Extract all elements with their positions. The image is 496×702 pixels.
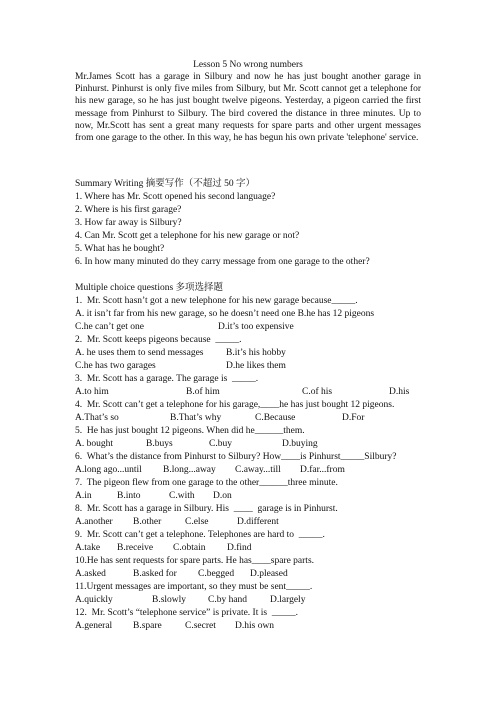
mc-option: C.of his xyxy=(302,387,333,397)
mc-option: D.pleased xyxy=(250,569,288,579)
mc-option: D.far...from xyxy=(300,465,345,475)
mc-option: D.largely xyxy=(270,595,306,605)
mc-option: A. he uses them to send messages xyxy=(75,348,204,358)
mc-option: D.buying xyxy=(282,439,318,449)
mc-option: B.receive xyxy=(117,543,154,553)
passage-text: Mr.James Scott has a garage in Silbury and now he has just bought another garage in Pinhurst. Pinhurst is only five miles from Silbury, but Mr. Scott cannot get a telephone for his new garage, so he has just bought twelve pigeons. Yesterday, a pigeon carried the first message from Pinhurst to Silbury. The bird covered the distance in three minutes. Up to now, Mr.Scott has sent a great many requests for spare parts and other urgent messages from one garage to the other. In this way, he has begun his own private 'telephone' service. xyxy=(75,72,421,144)
passage-paragraph xyxy=(75,71,421,144)
mc-option: B.slowly xyxy=(152,595,187,605)
mc-option: C.else xyxy=(185,517,209,527)
mc-heading: Multiple choice questions 多项选择题 xyxy=(75,283,224,293)
mc-option: A. it isn’t far from his new garage, so he doesn’t need one B.he has 12 pigeons xyxy=(75,309,375,319)
mc-option: B.of him xyxy=(186,387,220,397)
mc-option: A.in xyxy=(75,491,92,501)
mc-option: A.That’s so xyxy=(75,413,119,423)
mc-option: B.it’s his hobby xyxy=(226,348,286,358)
mc-option: C.with xyxy=(169,491,195,501)
mc-option: C.begged xyxy=(198,569,235,579)
mc-option: A.long ago...until xyxy=(75,465,142,475)
mc-option: D.For xyxy=(342,413,365,423)
mc-question: 1. Mr. Scott hasn’t got a new telephone for his new garage because_____. xyxy=(75,296,358,306)
mc-option: D.his own xyxy=(235,621,275,631)
mc-option: A.asked xyxy=(75,569,106,579)
mc-question: 8. Mr. Scott has a garage in Silbury. His ____ garage is in Pinhurst. xyxy=(75,504,338,514)
mc-question: 11.Urgent messages are important, so they must be sent_____. xyxy=(75,582,313,592)
mc-option: C.buy xyxy=(209,439,232,449)
mc-question: 4. Mr. Scott can’t get a telephone for his garage,____he has just bought 12 pigeons. xyxy=(75,400,395,410)
mc-option: C.he has two garages xyxy=(75,361,156,371)
mc-option: A.another xyxy=(75,517,113,527)
mc-option: C.obtain xyxy=(173,543,206,553)
mc-question: 6. What’s the distance from Pinhurst to Silbury? How____is Pinhurst_____Silbury? xyxy=(75,452,397,462)
mc-question: 3. Mr. Scott has a garage. The garage is _____. xyxy=(75,374,259,384)
summary-question: 1. Where has Mr. Scott opened his second language? xyxy=(75,192,276,202)
summary-question: 4. Can Mr. Scott get a telephone for his new garage or not? xyxy=(75,231,300,241)
mc-option: B.asked for xyxy=(133,569,177,579)
mc-option: B.long...away xyxy=(163,465,216,475)
mc-option: C.by hand xyxy=(208,595,248,605)
summary-question: 2. Where is his first garage? xyxy=(75,205,182,215)
mc-option: B.That’s why xyxy=(170,413,222,423)
mc-option: A.general xyxy=(75,621,113,631)
lesson-title: Lesson 5 No wrong numbers xyxy=(193,60,303,70)
mc-option: A.quickly xyxy=(75,595,113,605)
mc-option: D.it’s too expensive xyxy=(218,322,294,332)
mc-option: B.into xyxy=(117,491,141,501)
mc-question: 12. Mr. Scott’s “telephone service” is private. It is _____. xyxy=(75,608,298,618)
mc-question: 9. Mr. Scott can’t get a telephone. Telephones are hard to _____. xyxy=(75,530,325,540)
mc-option: C.Because xyxy=(255,413,296,423)
summary-question: 5. What has he bought? xyxy=(75,244,165,254)
mc-option: A.take xyxy=(75,543,101,553)
mc-option: A.to him xyxy=(75,387,109,397)
mc-question: 7. The pigeon flew from one garage to the other______three minute. xyxy=(75,478,338,488)
mc-option: D.he likes them xyxy=(226,361,286,371)
summary-question: 6. In how many minuted do they carry message from one garage to the other? xyxy=(75,257,370,267)
summary-heading: Summary Writing 摘要写作（不超过 50 字） xyxy=(75,179,255,189)
mc-option: C.he can’t get one xyxy=(75,322,144,332)
mc-option: B.other xyxy=(133,517,162,527)
mc-option: C.away...till xyxy=(235,465,281,475)
mc-option: D.find xyxy=(227,543,252,553)
mc-option: B.buys xyxy=(146,439,173,449)
mc-option: D.on xyxy=(213,491,232,501)
mc-option: B.spare xyxy=(133,621,162,631)
mc-question: 2. Mr. Scott keeps pigeons because _____. xyxy=(75,335,242,345)
mc-option: A. bought xyxy=(75,439,113,449)
mc-question: 10.He has sent requests for spare parts. He has____spare parts. xyxy=(75,556,315,566)
mc-option: C.secret xyxy=(185,621,216,631)
mc-question: 5. He has just bought 12 pigeons. When did he______them. xyxy=(75,426,305,436)
mc-option: D.his xyxy=(389,387,410,397)
summary-question: 3. How far away is Silbury? xyxy=(75,218,182,228)
mc-option: D.different xyxy=(237,517,279,527)
